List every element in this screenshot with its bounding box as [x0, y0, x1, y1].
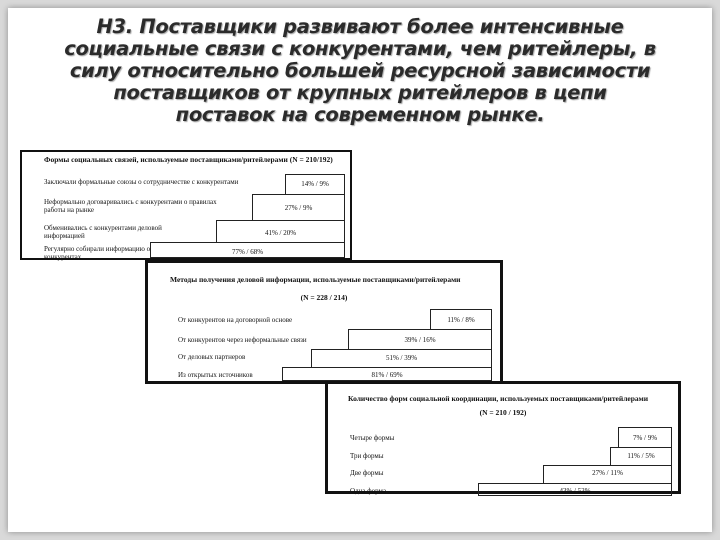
- row-label: Из открытых источников: [178, 371, 253, 379]
- row-value: 77% / 68%: [231, 248, 264, 256]
- panel-subtitle: (N = 210 / 192): [479, 408, 527, 417]
- row-label: От деловых партнеров: [178, 353, 246, 361]
- row-label: Одна форма: [350, 487, 387, 495]
- social-ties-table: [20, 150, 352, 260]
- panel-title: Формы социальных связей, используемые поставщиками/ритейлерами (N = 210/192): [44, 155, 333, 164]
- row-value: 41% / 20%: [264, 229, 297, 237]
- panel-title: Методы получения деловой информации, используемые поставщиками/ритейлерами: [170, 275, 461, 284]
- row-value: 7% / 9%: [632, 434, 658, 442]
- slide-title: [28, 16, 692, 126]
- row-value: 11% / 5%: [627, 452, 655, 460]
- title-line: силу относительно большей ресурсной зависимости: [69, 59, 651, 82]
- panel-title: Количество форм социальной координации, используемых поставщиками/ритейлерами: [348, 394, 649, 403]
- row-label: Две формы: [350, 469, 384, 477]
- row-label: Обменивались с конкурентами деловой информацией: [44, 224, 162, 240]
- title-line: поставок на современном рынке.: [175, 103, 545, 126]
- row-label: Четыре формы: [350, 434, 395, 442]
- row-value: 43% / 53%: [559, 487, 591, 495]
- row-value: 81% / 69%: [371, 371, 403, 379]
- title-line: Н3. Поставщики развивают более интенсивные: [96, 15, 624, 38]
- business-info-methods-table: [145, 260, 503, 384]
- row-value: 27% / 11%: [592, 469, 623, 477]
- row-label: От конкурентов через неформальные связи: [178, 336, 307, 344]
- row-label: Три формы: [350, 452, 384, 460]
- title-line: социальные связи с конкурентами, чем ритейлеры, в: [64, 37, 656, 60]
- row-value: 39% / 16%: [404, 336, 436, 344]
- row-value: 27% / 9%: [284, 204, 313, 212]
- coordination-forms-table: [325, 381, 681, 494]
- row-label: Регулярно собирали информацию о конкурентах: [44, 245, 151, 261]
- row-value: 14% / 9%: [301, 180, 329, 188]
- row-label: Неформально договаривались с конкурентами о правилах работы на рынке: [44, 198, 217, 214]
- row-label: От конкурентов на договорной основе: [178, 316, 293, 324]
- row-value: 51% / 39%: [385, 354, 418, 362]
- title-line: поставщиков от крупных ритейлеров в цепи: [113, 81, 607, 104]
- panel-subtitle: (N = 228 / 214): [300, 293, 348, 302]
- row-label: Заключали формальные союзы о сотрудничестве с конкурентами: [44, 178, 239, 186]
- row-value: 11% / 8%: [447, 316, 475, 324]
